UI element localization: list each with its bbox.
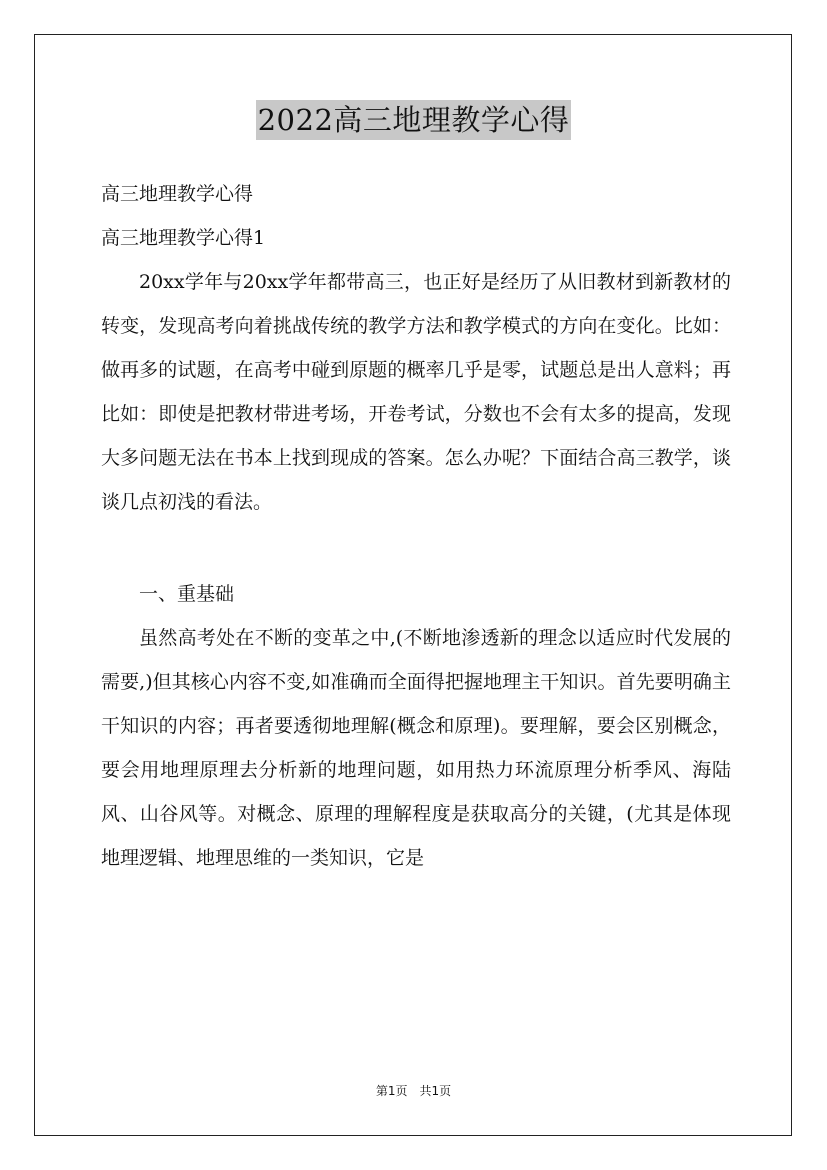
document-heading: 高三地理教学心得 [101,183,254,205]
document-title: 2022高三地理教学心得 [256,100,572,140]
document-subheading: 高三地理教学心得1 [101,227,266,249]
document-body [101,172,731,880]
paragraph-intro: 20xx学年与20xx学年都带高三，也正好是经历了从旧教材到新教材的转变，发现高考向着挑战传统的教学方法和教学模式的方向在变化。比如：做再多的试题，在高考中碰到原题的概率几乎是零，试题总是出人意料；再比如：即使是把教材带进考场，开卷考试，分数也不会有太多的提高，发现大多问题无法在书本上找到现成的答案。怎么办呢？下面结合高三教学，谈谈几点初浅的看法。 [101,271,731,513]
section-heading-basics: 一、重基础 [139,583,235,605]
title-container [0,100,827,140]
page-number-current: 第1页 [375,1084,408,1098]
page-number-total: 共1页 [419,1084,452,1098]
paragraph-gap [101,524,731,572]
paragraph-basics: 虽然高考处在不断的变革之中,(不断地渗透新的理念以适应时代发展的需要,)但其核心内容不变,如准确而全面得把握地理主干知识。首先要明确主干知识的内容；再者要透彻地理解(概念和原理)。要理解，要会区别概念，要会用地理原理去分析新的地理问题，如用热力环流原理分析季风、海陆风、山谷风等。对概念、原理的理解程度是获取高分的关键，(尤其是体现地理逻辑、地理思维的一类知识，它是 [101,627,731,869]
page-footer [0,1082,827,1099]
